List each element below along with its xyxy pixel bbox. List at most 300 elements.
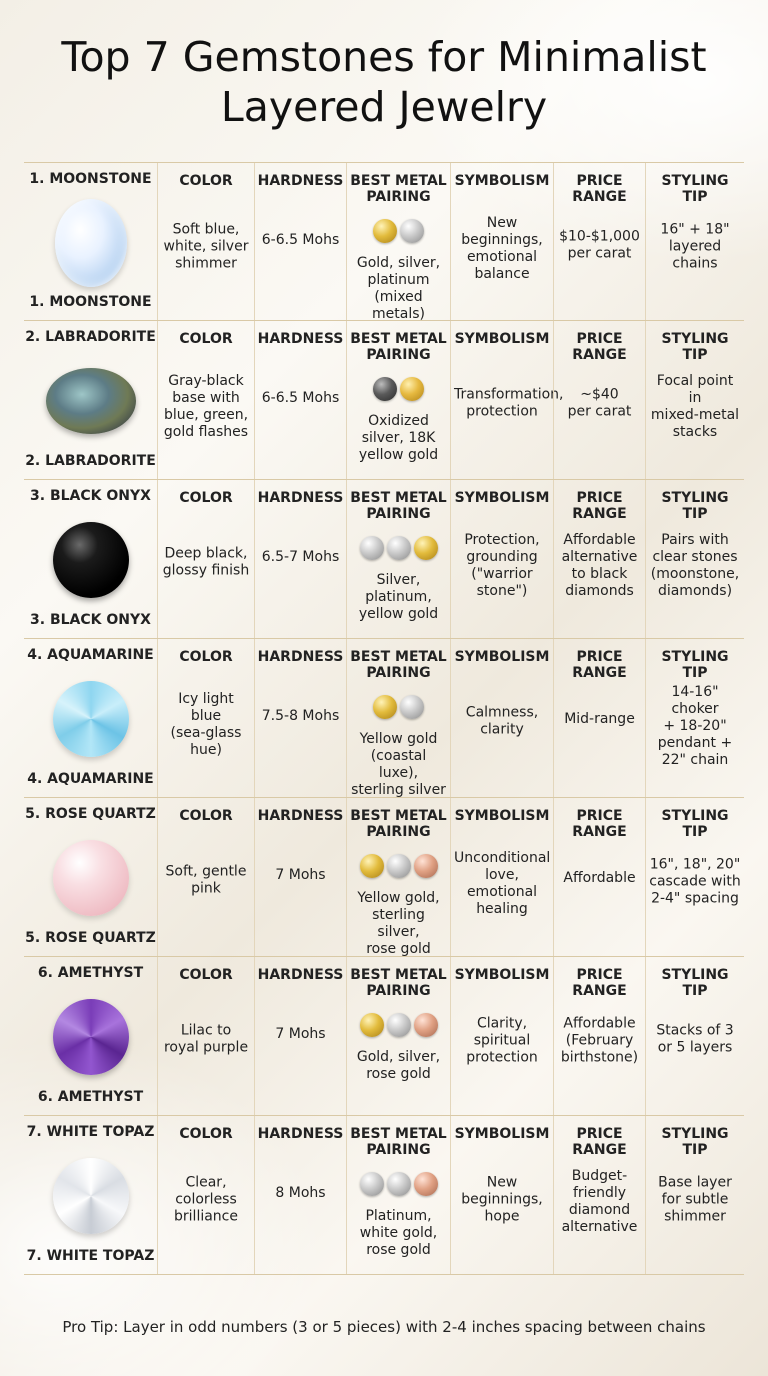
color-cell [157, 480, 254, 638]
table-row [24, 639, 744, 798]
color-value [158, 863, 254, 897]
column-header [554, 331, 645, 363]
text-line: rose gold [366, 1066, 431, 1082]
gemstone-table [24, 162, 744, 1275]
table-row [24, 480, 744, 639]
text-line: blue, green, [163, 406, 249, 423]
styling-cell [645, 163, 744, 320]
text-line: 16" + 18" [660, 221, 730, 238]
column-header: SYMBOLISM [454, 173, 550, 189]
metal-swatches [347, 854, 450, 878]
text-line: Deep black, [164, 545, 248, 562]
18k-gold-icon [400, 377, 424, 401]
styling-value [646, 221, 744, 272]
gem-cell [24, 321, 157, 479]
color-value [158, 1022, 254, 1056]
gold-icon [373, 695, 397, 719]
silver-icon [387, 1172, 411, 1196]
text-line: clear stones [652, 548, 738, 565]
text-line: silver, 18K [361, 430, 436, 446]
text-line: (February [565, 1032, 634, 1049]
text-line: hue) [190, 741, 222, 758]
text-line: $10-$1,000 [559, 227, 640, 244]
text-line: Pairs with [661, 531, 729, 548]
text-line: Clear, [185, 1174, 227, 1191]
styling-value [646, 684, 744, 769]
header-line: PRICE [576, 808, 623, 824]
column-header [347, 173, 450, 205]
rose-gold-icon [414, 1013, 438, 1037]
text-line: Focal point in [656, 372, 734, 406]
text-line: Icy light blue [178, 690, 234, 724]
text-line: Gold, silver, [356, 255, 441, 271]
hardness-value: 7.5-8 Mohs [261, 707, 340, 724]
metal-swatches [347, 1172, 450, 1196]
column-header: HARDNESS [257, 490, 344, 506]
styling-cell [645, 321, 744, 479]
styling-value [646, 1022, 744, 1056]
black-onyx-icon [53, 522, 129, 598]
price-cell [553, 1116, 645, 1274]
header-line: PRICE [576, 331, 623, 347]
column-header: STYLING TIP [661, 1126, 729, 1158]
column-header [554, 490, 645, 522]
text-line: balance [474, 265, 530, 282]
color-value [158, 1175, 254, 1226]
hardness-value: 8 Mohs [275, 1184, 326, 1201]
metal-cell [346, 163, 450, 320]
header-line: PRICE [576, 1126, 623, 1142]
gem-cell [24, 798, 157, 956]
color-cell [157, 1116, 254, 1274]
text-line: rose gold [366, 1242, 431, 1258]
gem-cell [24, 163, 157, 320]
text-line: diamonds) [657, 582, 733, 599]
rose-quartz-icon [53, 840, 129, 916]
gold-icon [360, 854, 384, 878]
styling-cell [645, 957, 744, 1115]
text-line: (mixed metals) [372, 289, 425, 322]
gem-name-top: 1. MOONSTONE [29, 171, 152, 187]
text-line: + 18-20" [663, 718, 727, 734]
text-line: for subtle [661, 1191, 729, 1208]
metal-swatches [347, 219, 450, 243]
hardness-cell [254, 1116, 346, 1274]
text-line: platinum [367, 272, 430, 288]
text-line: 14-16" choker [671, 684, 719, 717]
text-line: (coastal luxe), [370, 748, 427, 781]
column-header [347, 490, 450, 522]
gem-name-bottom: 6. AMETHYST [37, 1089, 144, 1105]
gem-name-top: 5. ROSE QUARTZ [25, 806, 156, 822]
column-header: HARDNESS [257, 331, 344, 347]
text-line: chains [672, 255, 718, 272]
title-line-1: Top 7 Gemstones for Minimalist [61, 33, 707, 81]
color-cell [157, 639, 254, 797]
gem-name-bottom: 5. ROSE QUARTZ [25, 930, 156, 946]
price-cell [553, 163, 645, 320]
rose-gold-icon [414, 1172, 438, 1196]
text-line: (sea-glass [170, 724, 242, 741]
text-line: protection [466, 1049, 538, 1066]
silver-icon [360, 536, 384, 560]
styling-value [646, 857, 744, 908]
header-line: STYLING [661, 331, 729, 347]
text-line: ~$40 [580, 386, 619, 403]
price-value [554, 386, 645, 420]
gem-name-bottom: 1. MOONSTONE [29, 294, 152, 310]
silver-icon [387, 854, 411, 878]
header-line: PAIRING [366, 506, 431, 522]
rose-gold-icon [414, 854, 438, 878]
metal-cell [346, 480, 450, 638]
header-line: PRICE [576, 967, 623, 983]
text-line: white, silver [163, 238, 249, 255]
color-value [158, 691, 254, 759]
text-line: glossy finish [162, 562, 250, 579]
column-header: HARDNESS [257, 173, 344, 189]
column-header: COLOR [179, 967, 233, 983]
column-header [554, 967, 645, 999]
metal-value [347, 255, 450, 323]
column-header [554, 649, 645, 681]
symbolism-value [451, 386, 564, 420]
text-line: Oxidized [368, 413, 429, 429]
header-line: PRICE [576, 173, 623, 189]
text-line: sterling silver, [372, 907, 425, 940]
white-topaz-icon [53, 1158, 129, 1234]
text-line: Affordable [563, 531, 636, 548]
text-line: alternative [561, 1218, 638, 1235]
metal-swatches [347, 1013, 450, 1037]
text-line: yellow gold [358, 447, 439, 463]
styling-value [646, 1175, 744, 1226]
metal-cell [346, 639, 450, 797]
symbolism-value [451, 214, 553, 282]
header-line: PAIRING [366, 983, 431, 999]
styling-cell [645, 1116, 744, 1274]
column-header [347, 649, 450, 681]
styling-cell [645, 798, 744, 956]
table-row [24, 162, 744, 321]
symbolism-cell [450, 480, 553, 638]
column-header: SYMBOLISM [454, 490, 550, 506]
header-line: STYLING [661, 173, 729, 189]
symbolism-value [451, 704, 553, 738]
gem-name-top: 4. AQUAMARINE [27, 647, 154, 663]
column-header: COLOR [179, 1126, 233, 1142]
gem-name-bottom: 7. WHITE TOPAZ [26, 1248, 155, 1264]
metal-value [347, 572, 450, 623]
column-header: SYMBOLISM [454, 331, 550, 347]
text-line: Yellow gold [359, 731, 438, 747]
color-cell [157, 163, 254, 320]
text-line: 22" chain [661, 752, 729, 768]
column-header [554, 1126, 645, 1158]
column-header [554, 808, 645, 840]
oxidized-silver-icon [373, 377, 397, 401]
text-line: platinum, [365, 589, 432, 605]
header-line: BEST METAL [350, 1126, 447, 1142]
header-line: BEST METAL [350, 649, 447, 665]
title-line-2: Layered Jewelry [220, 83, 548, 131]
price-value [554, 870, 645, 887]
hardness-cell [254, 639, 346, 797]
price-value [554, 711, 645, 728]
header-line: RANGE [572, 189, 627, 205]
text-line: colorless [175, 1191, 237, 1208]
hardness-cell [254, 798, 346, 956]
gem-name-top: 2. LABRADORITE [25, 329, 156, 345]
text-line: Lilac to [180, 1022, 232, 1039]
color-value [158, 545, 254, 579]
silver-icon [387, 536, 411, 560]
header-line: BEST METAL [350, 490, 447, 506]
text-line: alternative [561, 548, 638, 565]
text-line: love, [485, 866, 519, 883]
symbolism-cell [450, 321, 564, 479]
column-header [347, 1126, 450, 1158]
gem-name-bottom: 4. AQUAMARINE [27, 771, 154, 787]
price-value [554, 1168, 645, 1236]
symbolism-value [451, 850, 553, 918]
hardness-cell [254, 480, 346, 638]
column-header: STYLING TIP [661, 490, 729, 522]
hardness-value: 7 Mohs [275, 1025, 326, 1042]
column-header: COLOR [179, 808, 233, 824]
gem-name-top: 7. WHITE TOPAZ [26, 1124, 155, 1140]
metal-value [347, 731, 450, 799]
header-line: RANGE [572, 665, 627, 681]
column-header: COLOR [179, 649, 233, 665]
hardness-value: 6.5-7 Mohs [261, 548, 340, 565]
gold-icon [373, 219, 397, 243]
text-line: mixed-metal [650, 406, 740, 423]
metal-cell [346, 1116, 450, 1274]
text-line: Gray-black [168, 372, 244, 389]
page-title [0, 32, 768, 132]
price-value [554, 1016, 645, 1067]
text-line: grounding [466, 548, 538, 565]
text-line: shimmer [664, 1208, 726, 1225]
text-line: Transformation, [454, 386, 564, 403]
column-header: STYLING TIP [661, 649, 729, 681]
column-header [646, 331, 744, 363]
text-line: Protection, [464, 531, 540, 548]
text-line: emotional [466, 248, 538, 265]
column-header: COLOR [179, 173, 233, 189]
metal-cell [346, 957, 450, 1115]
text-line: New [486, 1174, 518, 1191]
price-cell [553, 321, 645, 479]
symbolism-value [451, 1016, 553, 1067]
metal-swatches [347, 377, 450, 401]
gem-cell [24, 1116, 157, 1274]
styling-value [646, 373, 744, 441]
text-line: ("warrior [471, 565, 533, 582]
table-row [24, 321, 744, 480]
text-line: cascade with [649, 873, 741, 890]
text-line: sterling silver [351, 782, 446, 798]
pro-tip: Pro Tip: Layer in odd numbers (3 or 5 pieces) with 2-4 inches spacing between chains [62, 1318, 706, 1336]
header-line: TIP [682, 347, 708, 363]
column-header: COLOR [179, 331, 233, 347]
header-line: RANGE [572, 1142, 627, 1158]
styling-cell [645, 639, 744, 797]
text-line: stacks [672, 423, 718, 440]
header-line: PAIRING [366, 1142, 431, 1158]
text-line: Unconditional [454, 849, 551, 866]
price-value [554, 228, 645, 262]
color-value [158, 221, 254, 272]
text-line: healing [476, 900, 528, 917]
hardness-cell [254, 163, 346, 320]
text-line: layered [668, 238, 722, 255]
column-header: HARDNESS [257, 1126, 344, 1142]
column-header: SYMBOLISM [454, 808, 550, 824]
text-line: Affordable [563, 870, 636, 887]
silver-icon [400, 219, 424, 243]
metal-swatches [347, 536, 450, 560]
column-header [554, 173, 645, 205]
text-line: Soft blue, [172, 221, 240, 238]
text-line: gold flashes [163, 423, 249, 440]
text-line: (moonstone, [650, 565, 740, 582]
header-line: RANGE [572, 824, 627, 840]
symbolism-value [451, 1175, 553, 1226]
text-line: Calmness, [465, 704, 539, 721]
hardness-value: 6-6.5 Mohs [261, 231, 340, 248]
text-line: white gold, [359, 1225, 438, 1241]
silver-icon [400, 695, 424, 719]
text-line: diamond [568, 1201, 631, 1218]
column-header: STYLING TIP [661, 967, 729, 999]
column-header: SYMBOLISM [454, 649, 550, 665]
table-row [24, 957, 744, 1116]
column-header [347, 808, 450, 840]
text-line: rose gold [366, 941, 431, 957]
text-line: emotional [466, 883, 538, 900]
header-line: RANGE [572, 347, 627, 363]
color-cell [157, 957, 254, 1115]
column-header: HARDNESS [257, 967, 344, 983]
gem-name-bottom: 3. BLACK ONYX [30, 612, 151, 628]
header-line: PRICE [576, 490, 623, 506]
styling-value [646, 532, 744, 600]
header-line: PAIRING [366, 347, 431, 363]
symbolism-cell [450, 798, 553, 956]
symbolism-cell [450, 1116, 553, 1274]
column-header: SYMBOLISM [454, 967, 550, 983]
text-line: birthstone) [560, 1049, 639, 1066]
metal-cell [346, 798, 450, 956]
silver-icon [360, 1172, 384, 1196]
price-cell [553, 639, 645, 797]
gem-cell [24, 957, 157, 1115]
gold-icon [360, 1013, 384, 1037]
price-cell [553, 480, 645, 638]
column-header: STYLING TIP [661, 808, 729, 840]
gem-name-bottom: 2. LABRADORITE [25, 453, 156, 469]
text-line: per carat [567, 244, 632, 261]
color-value [158, 373, 254, 441]
price-cell [553, 957, 645, 1115]
column-header: HARDNESS [257, 649, 344, 665]
text-line: Yellow gold, [357, 890, 440, 906]
header-line: PAIRING [366, 189, 431, 205]
moonstone-icon [55, 199, 127, 287]
text-line: brilliance [174, 1208, 238, 1225]
gem-cell [24, 639, 157, 797]
text-line: 16", 18", 20" [649, 856, 741, 873]
text-line: Clarity, [476, 1015, 528, 1032]
price-cell [553, 798, 645, 956]
header-line: RANGE [572, 506, 627, 522]
metal-swatches [347, 695, 450, 719]
price-value [554, 532, 645, 600]
column-header [347, 331, 450, 363]
styling-cell [645, 480, 744, 638]
column-header: SYMBOLISM [454, 1126, 550, 1142]
metal-value [347, 890, 450, 958]
hardness-cell [254, 321, 346, 479]
metal-value [347, 413, 450, 464]
symbolism-cell [450, 639, 553, 797]
text-line: Gold, silver, [356, 1049, 441, 1065]
text-line: pendant + [657, 735, 733, 751]
text-line: Platinum, [365, 1208, 432, 1224]
text-line: yellow gold [358, 606, 439, 622]
header-line: BEST METAL [350, 967, 447, 983]
text-line: Stacks of 3 [656, 1022, 734, 1039]
text-line: spiritual [473, 1032, 531, 1049]
symbolism-cell [450, 163, 553, 320]
symbolism-cell [450, 957, 553, 1115]
table-row [24, 1116, 744, 1275]
gem-cell [24, 480, 157, 638]
header-line: BEST METAL [350, 173, 447, 189]
text-line: New [486, 214, 518, 231]
text-line: 2-4" spacing [651, 890, 739, 907]
metal-value [347, 1208, 450, 1259]
text-line: Base layer [658, 1174, 732, 1191]
text-line: Mid-range [564, 711, 635, 728]
amethyst-icon [53, 999, 129, 1075]
labradorite-icon [46, 368, 136, 434]
silver-icon [387, 1013, 411, 1037]
table-row [24, 798, 744, 957]
metal-value [347, 1049, 450, 1083]
text-line: Soft, gentle [165, 863, 247, 880]
header-line: TIP [682, 189, 708, 205]
header-line: BEST METAL [350, 808, 447, 824]
column-header [347, 967, 450, 999]
header-line: PAIRING [366, 824, 431, 840]
column-header: HARDNESS [257, 808, 344, 824]
text-line: beginnings, [461, 231, 543, 248]
color-cell [157, 798, 254, 956]
text-line: stone") [476, 582, 528, 599]
text-line: shimmer [175, 255, 237, 272]
text-line: royal purple [163, 1039, 249, 1056]
gold-icon [414, 536, 438, 560]
column-header: COLOR [179, 490, 233, 506]
gem-name-top: 6. AMETHYST [37, 965, 144, 981]
hardness-value: 6-6.5 Mohs [261, 389, 340, 406]
metal-cell [346, 321, 450, 479]
hardness-value: 7 Mohs [275, 866, 326, 883]
hardness-cell [254, 957, 346, 1115]
